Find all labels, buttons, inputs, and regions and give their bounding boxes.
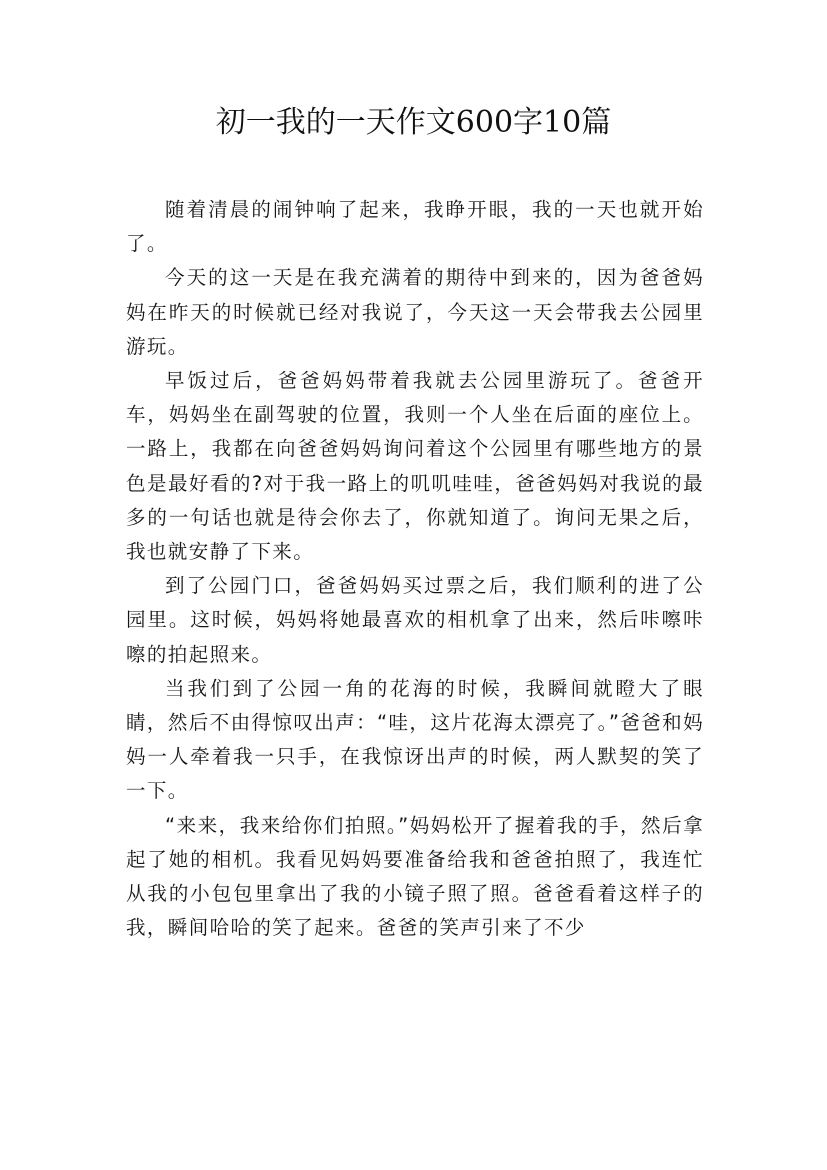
paragraph: “来来，我来给你们拍照。”妈妈松开了握着我的手，然后拿起了她的相机。我看见妈妈要准备给我和爸爸拍照了，我连忙从我的小包包里拿出了我的小镜子照了照。爸爸看着这样子的我，瞬间哈哈的笑了起来。爸爸的笑声引来了不少 [126,813,704,940]
document-body [126,193,704,945]
paragraph: 到了公园门口，爸爸妈妈买过票之后，我们顺利的进了公园里。这时候，妈妈将她最喜欢的相机拿了出来，然后咔嚓咔嚓的拍起照来。 [126,574,704,666]
paragraph: 当我们到了公园一角的花海的时候，我瞬间就瞪大了眼睛，然后不由得惊叹出声：“哇，这片花海太漂亮了。”爸爸和妈妈一人牵着我一只手，在我惊讶出声的时候，两人默契的笑了一下。 [126,676,704,803]
paragraph: 今天的这一天是在我充满着的期待中到来的，因为爸爸妈妈在昨天的时候就已经对我说了，今天这一天会带我去公园里游玩。 [126,266,704,358]
document-title: 初一我的一天作文600字10篇 [215,105,612,140]
paragraph: 早饭过后，爸爸妈妈带着我就去公园里游玩了。爸爸开车，妈妈坐在副驾驶的位置，我则一个人坐在后面的座位上。一路上，我都在向爸爸妈妈询问着这个公园里有哪些地方的景色是最好看的?对于我一路上的叽叽哇哇，爸爸妈妈对我说的最多的一句话也就是待会你去了，你就知道了。询问无果之后，我也就安静了下来。 [126,369,704,564]
paragraph: 随着清晨的闹钟响了起来，我睁开眼，我的一天也就开始了。 [126,198,704,256]
